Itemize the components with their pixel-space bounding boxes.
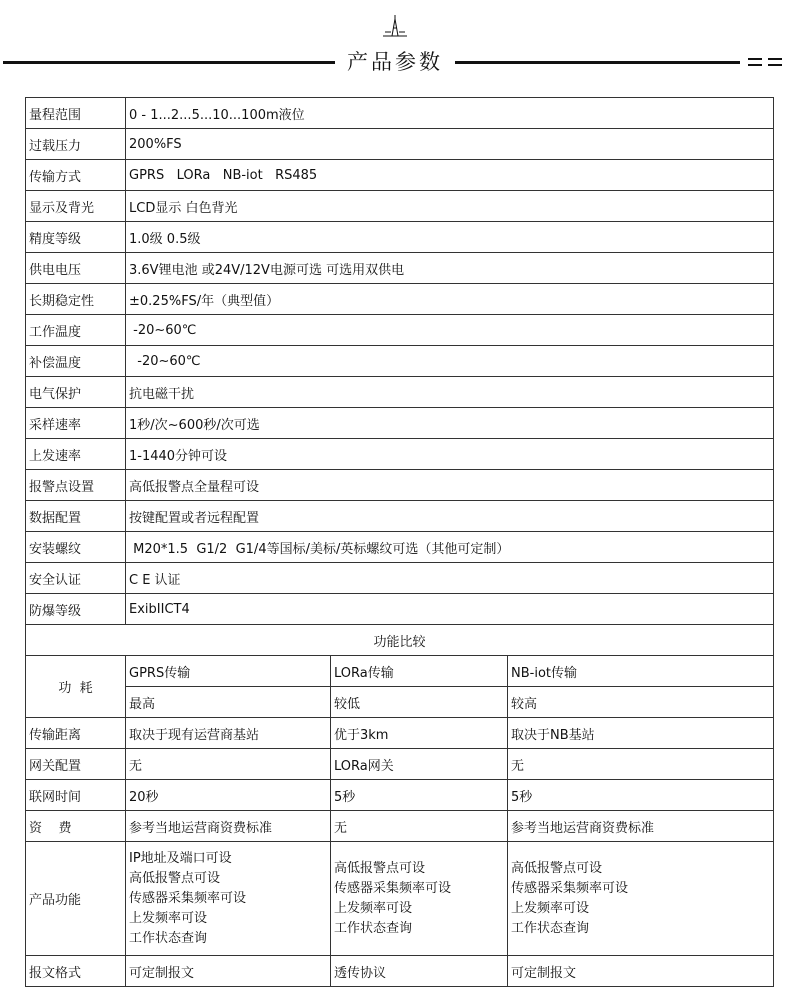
function-item: 传感器采集频率可设 [334,880,452,896]
header-dash [768,64,782,66]
param-label: 采样速率 [26,408,126,439]
function-item: 传感器采集频率可设 [129,890,247,906]
param-value: ±0.25%FS/年（典型值） [126,284,774,315]
param-value: 200%FS [126,129,774,160]
param-row [26,315,774,346]
header-rule-right [455,61,740,64]
param-row [26,346,774,377]
param-label: 防爆等级 [26,594,126,625]
function-item: 上发频率可设 [129,910,208,926]
compare-cell: 参考当地运营商资费标准 [508,811,774,842]
param-label: 传输方式 [26,160,126,191]
compare-title: 功能比较 [26,625,774,656]
function-item: 高低报警点可设 [129,870,221,886]
compare-title-row [26,625,774,656]
param-value: -20~60℃ [126,346,774,377]
column-lora: LORa传输 [331,656,508,687]
compare-cell: 取决于现有运营商基站 [126,718,331,749]
format-cell: 透传协议 [331,956,508,987]
compare-cell: LORa网关 [331,749,508,780]
param-row [26,439,774,470]
section-header [0,0,790,90]
param-row [26,160,774,191]
param-label: 报警点设置 [26,470,126,501]
function-item: 高低报警点可设 [511,860,603,876]
param-label: 补偿温度 [26,346,126,377]
param-label: 显示及背光 [26,191,126,222]
param-label: 精度等级 [26,222,126,253]
param-label: 安装螺纹 [26,532,126,563]
compare-header-row [26,656,774,687]
compare-label: 联网时间 [26,780,126,811]
function-item: 上发频率可设 [334,900,413,916]
compare-cell: 无 [508,749,774,780]
param-row [26,470,774,501]
spec-table [25,97,774,987]
compare-row [26,718,774,749]
function-item: 工作状态查询 [129,930,208,946]
power-row [26,687,774,718]
compare-label: 网关配置 [26,749,126,780]
param-row [26,284,774,315]
function-nb [508,842,774,956]
function-item: IP地址及端口可设 [129,850,232,866]
power-label: 功 耗 [26,656,126,718]
power-gprs: 最高 [126,687,331,718]
compare-cell: 无 [331,811,508,842]
function-item: 工作状态查询 [334,920,413,936]
compare-cell: 20秒 [126,780,331,811]
param-label: 长期稳定性 [26,284,126,315]
param-label: 供电电压 [26,253,126,284]
format-cell: 可定制报文 [508,956,774,987]
column-nb: NB-iot传输 [508,656,774,687]
param-value: 抗电磁干扰 [126,377,774,408]
compare-row [26,780,774,811]
param-row [26,532,774,563]
power-lora: 较低 [331,687,508,718]
param-row [26,191,774,222]
compare-label: 资 费 [26,811,126,842]
header-dash [748,64,762,66]
param-label: 工作温度 [26,315,126,346]
power-nb: 较高 [508,687,774,718]
function-lora [331,842,508,956]
param-value: GPRS LORa NB-iot RS485 [126,160,774,191]
page-title: 产品参数 [347,50,443,74]
param-row [26,253,774,284]
param-value: 1-1440分钟可设 [126,439,774,470]
param-row [26,501,774,532]
function-item: 传感器采集频率可设 [511,880,629,896]
compare-cell: 无 [126,749,331,780]
compare-row [26,749,774,780]
param-value: LCD显示 白色背光 [126,191,774,222]
compare-label: 传输距离 [26,718,126,749]
param-row [26,408,774,439]
param-value: C E 认证 [126,563,774,594]
tower-icon [383,14,407,38]
header-dash [748,58,762,60]
function-item: 高低报警点可设 [334,860,426,876]
function-item: 工作状态查询 [511,920,590,936]
header-rule-left [3,61,335,64]
function-item: 上发频率可设 [511,900,590,916]
param-value: M20*1.5 G1/2 G1/4等国标/美标/英标螺纹可选（其他可定制） [126,532,774,563]
param-value: 0 - 1...2...5...10...100m液位 [126,98,774,129]
param-row [26,563,774,594]
header-dash [768,58,782,60]
param-label: 过载压力 [26,129,126,160]
param-label: 数据配置 [26,501,126,532]
param-value: -20~60℃ [126,315,774,346]
compare-cell: 5秒 [331,780,508,811]
compare-cell: 5秒 [508,780,774,811]
compare-row [26,811,774,842]
param-label: 量程范围 [26,98,126,129]
column-gprs: GPRS传输 [126,656,331,687]
function-gprs [126,842,331,956]
param-value: ExibIICT4 [126,594,774,625]
param-row [26,222,774,253]
compare-cell: 参考当地运营商资费标准 [126,811,331,842]
param-label: 上发速率 [26,439,126,470]
format-label: 报文格式 [26,956,126,987]
param-row [26,594,774,625]
param-value: 按键配置或者远程配置 [126,501,774,532]
param-row [26,129,774,160]
format-cell: 可定制报文 [126,956,331,987]
param-label: 安全认证 [26,563,126,594]
param-value: 1.0级 0.5级 [126,222,774,253]
param-row [26,98,774,129]
param-value: 1秒/次~600秒/次可选 [126,408,774,439]
compare-cell: 取决于NB基站 [508,718,774,749]
param-value: 3.6V锂电池 或24V/12V电源可选 可选用双供电 [126,253,774,284]
compare-cell: 优于3km [331,718,508,749]
param-label: 电气保护 [26,377,126,408]
function-label: 产品功能 [26,842,126,956]
param-row [26,377,774,408]
param-value: 高低报警点全量程可设 [126,470,774,501]
format-row [26,956,774,987]
function-row [26,842,774,956]
